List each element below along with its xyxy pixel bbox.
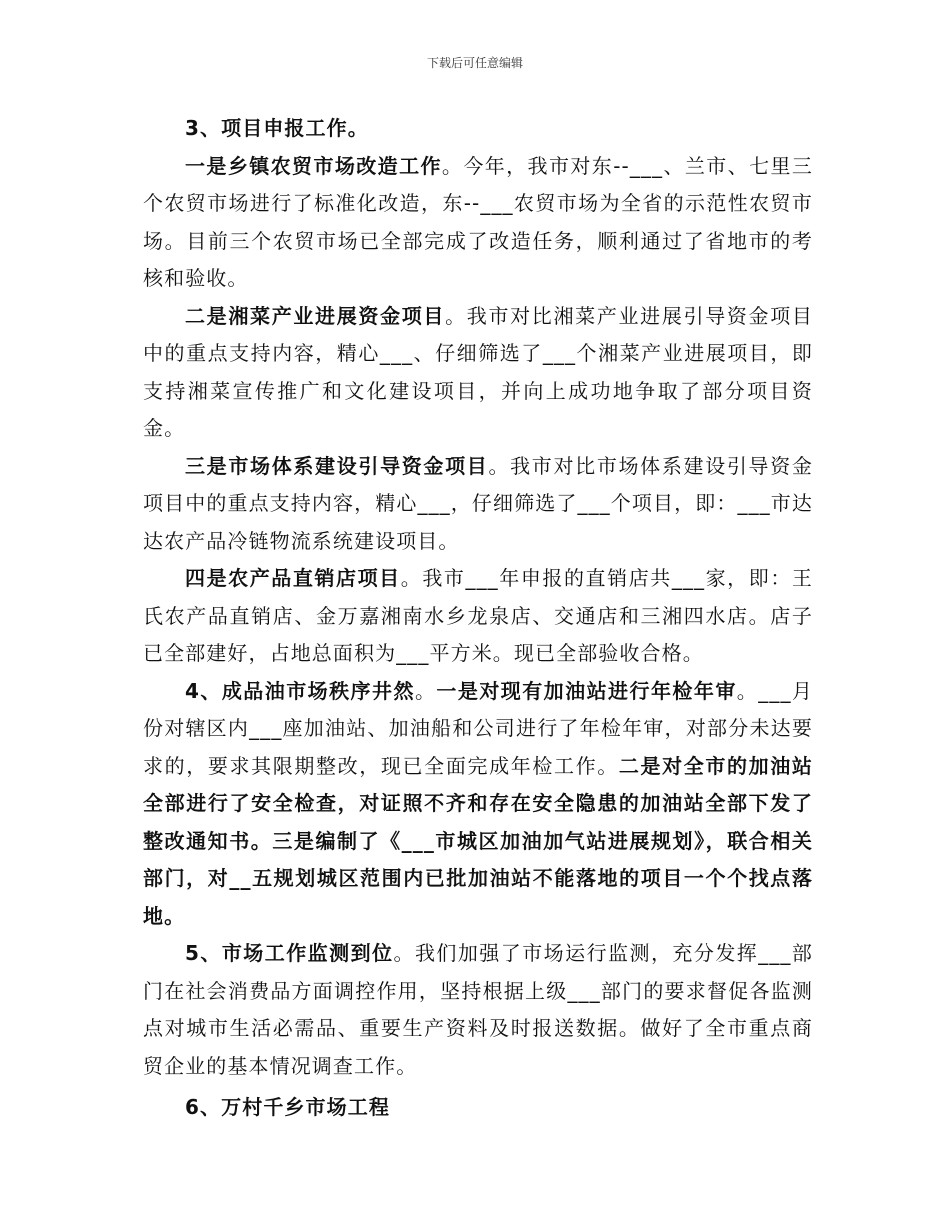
paragraph-farm-market	[143, 148, 813, 298]
paragraph-text: 。我市对比湘菜产业进展引导资金项目中的重点支持内容，精心___、仔细筛选了___个湘菜产业进展项目，即支持湘菜宣传推广和文化建设项目，并向上成功地争取了部分项目资金。	[143, 303, 814, 440]
section-heading-3: 3、项目申报工作。	[185, 116, 369, 140]
paragraph-lead: 四是农产品直销店项目	[185, 566, 401, 590]
section-heading-6: 6、万村千乡市场工程	[185, 1095, 390, 1119]
paragraph-oil-market	[143, 673, 813, 936]
paragraph-bold-text: 一是对现有加油站进行年检年审	[436, 678, 737, 703]
paragraph-market-system	[143, 448, 813, 561]
paragraph-direct-store	[143, 560, 813, 673]
paragraph-text: 。今年，我市对东--___、兰市、七里三个农贸市场进行了标准化改造，东--___农贸市场为全省的示范性农贸市场。目前三个农贸市场已全部完成了改造任务，顺利通过了省地市的考核和验收。	[143, 153, 813, 290]
paragraph-text: 。我们加强了市场运行监测，充分发挥___部门在社会消费品方面调控作用，坚持根据上级___部门的要求督促各监测点对城市生活必需品、重要生产资料及时报送数据。做好了全市重点商贸企业的基本情况调查工作。	[143, 941, 813, 1078]
paragraph-market-monitoring	[143, 935, 813, 1085]
paragraph-bold-text: 二是对全市的加油站全部进行了安全检查，对证照不齐和存在安全隐患的加油站全部下发了整改通知书。三是编制了《___市城区加油加气站进展规划》，联合相关部门，对__五规划城区范围内已批加油站不能落地的项目一个个找点落地。	[143, 753, 813, 928]
paragraph-text: 。我市对比市场体系建设引导资金项目中的重点支持内容，精心___，仔细筛选了___个项目，即：___市达达农产品冷链物流系统建设项目。	[143, 453, 813, 553]
paragraph-lead: 二是湘菜产业进展资金项目	[185, 303, 446, 328]
paragraph-lead: 4、成品油市场秩序井然	[185, 678, 415, 703]
paragraph-hunan-cuisine	[143, 298, 813, 448]
document-body	[143, 110, 813, 1127]
paragraph-lead: 5、市场工作监测到位	[185, 941, 394, 965]
paragraph-lead: 三是市场体系建设引导资金项目	[185, 453, 489, 478]
paragraph-lead: 一是乡镇农贸市场改造工作	[185, 153, 442, 178]
page-header: 下载后可任意编辑	[426, 56, 523, 70]
paragraph-text: 。	[414, 678, 437, 703]
paragraph-text: 。___月份对辖区内___座加油站、加油船和公司进行了年检年审，对部分未达要求的，要求其限期整改，现已全面完成年检工作。	[143, 678, 814, 778]
paragraph-text: 。我市___年申报的直销店共___家，即：王氏农产品直销店、金万嘉湘南水乡龙泉店、交通店和三湘四水店。店子已全部建好，占地总面积为___平方米。现已全部验收合格。	[143, 566, 814, 665]
